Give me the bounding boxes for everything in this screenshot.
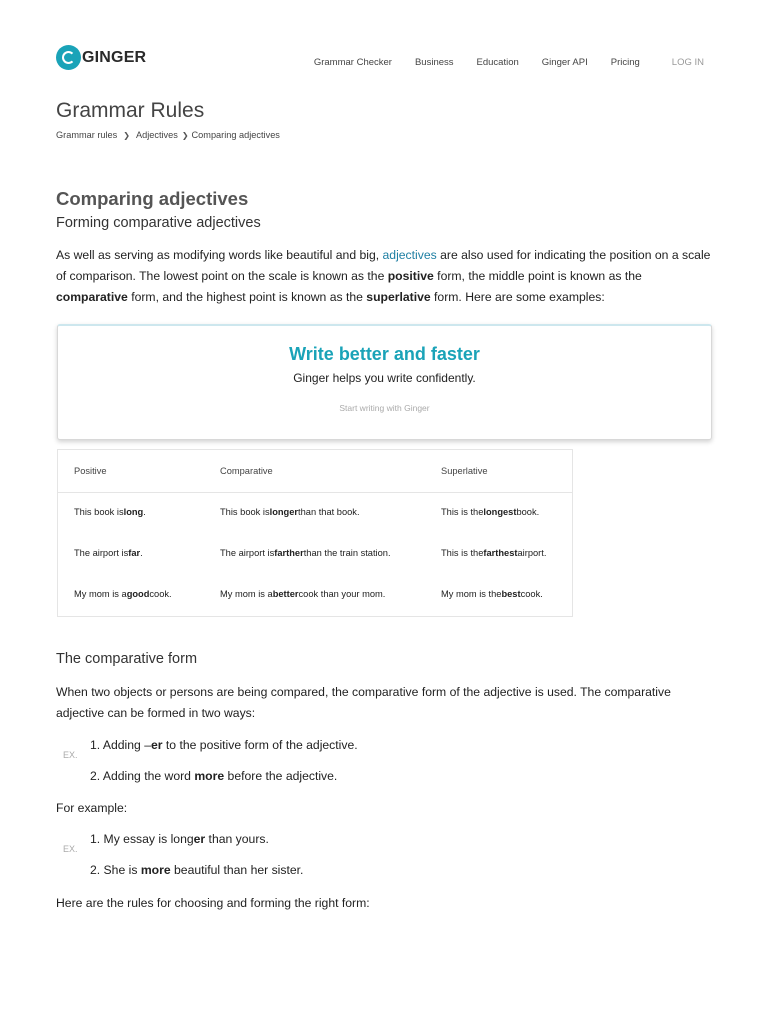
cell-text: cook than your mom.: [298, 589, 386, 599]
intro-text: form, the middle point is known as the: [433, 269, 642, 283]
examples-block: [56, 829, 716, 885]
cell-text: My mom is the: [441, 589, 502, 599]
nav-pricing[interactable]: Pricing: [610, 57, 640, 68]
table-header: Positive: [74, 466, 107, 476]
article-title: Comparing adjectives: [56, 188, 249, 209]
item-text: 1. My essay is long: [90, 832, 194, 846]
item-text: to the positive form of the adjective.: [162, 738, 358, 752]
intro-text: form. Here are some examples:: [430, 290, 605, 304]
item-bold: er: [193, 832, 206, 846]
cell-text: airport.: [517, 548, 547, 558]
cell-text: My mom is a: [74, 589, 127, 599]
rules-intro-text: Here are the rules for choosing and forming the right form:: [56, 896, 370, 910]
comparative-paragraph: When two objects or persons are being compared, the comparative form of the adjective is used. The comparative adjective can be formed in two ways:: [56, 685, 671, 720]
cell-bold: longest: [483, 507, 517, 517]
intro-paragraph: [56, 245, 716, 308]
item-bold: er: [151, 738, 163, 752]
article-subtitle: Forming comparative adjectives: [56, 215, 261, 231]
cell-bold: long: [123, 507, 144, 517]
promo-subtitle: Ginger helps you write confidently.: [293, 371, 476, 385]
nav-ginger-api[interactable]: Ginger API: [541, 57, 588, 68]
table-cell: [220, 533, 391, 573]
main-nav: [291, 57, 704, 68]
list-item: [90, 769, 337, 783]
breadcrumb-adjectives[interactable]: Adjectives: [135, 130, 178, 140]
for-example-text: For example:: [56, 801, 128, 815]
cell-bold: farthest: [483, 548, 518, 558]
comparison-table: [57, 449, 573, 617]
start-writing-link[interactable]: Start writing with Ginger: [339, 403, 430, 413]
intro-text: As well as serving as modifying words like beautiful and big,: [56, 248, 383, 262]
cell-text: than the train station.: [303, 548, 391, 558]
site-header: [0, 0, 768, 100]
table-cell: [220, 574, 385, 614]
cell-bold: far: [128, 548, 141, 558]
table-cell: [74, 492, 146, 532]
list-item: [90, 738, 358, 752]
cell-text: The airport is: [220, 548, 275, 558]
nav-education[interactable]: Education: [476, 57, 519, 68]
cell-text: This book is: [74, 507, 124, 517]
item-text: than yours.: [205, 832, 269, 846]
table-cell: [441, 533, 546, 573]
table-cell: [220, 492, 360, 532]
cell-text: My mom is a: [220, 589, 273, 599]
cell-bold: farther: [274, 548, 304, 558]
intro-bold: comparative: [56, 290, 128, 304]
ginger-logo-icon: [56, 45, 81, 70]
table-cell: [441, 574, 543, 614]
page-title: Grammar Rules: [56, 99, 205, 122]
cell-text: than that book.: [298, 507, 360, 517]
list-item: [90, 863, 303, 877]
cell-text: .: [143, 507, 146, 517]
table-header: Comparative: [220, 466, 273, 476]
ex-label: EX.: [63, 750, 78, 760]
cell-text: The airport is: [74, 548, 129, 558]
table-row: [58, 492, 572, 532]
item-text: 1. Adding –: [90, 738, 151, 752]
cell-text: .: [140, 548, 143, 558]
breadcrumb: [56, 130, 280, 140]
intro-text: form, and the highest point is known as the: [127, 290, 367, 304]
cell-text: book.: [516, 507, 540, 517]
breadcrumb-current: Comparing adjectives: [191, 130, 280, 140]
intro-bold: superlative: [366, 290, 431, 304]
table-row: [58, 574, 572, 614]
cell-bold: better: [272, 589, 299, 599]
chevron-right-icon: ❯: [181, 130, 189, 140]
cell-text: This is the: [441, 548, 484, 558]
table-cell: [74, 574, 172, 614]
chevron-right-icon: ❯: [123, 130, 130, 140]
promo-card[interactable]: [57, 324, 712, 440]
cell-text: This book is: [220, 507, 270, 517]
cell-text: This is the: [441, 507, 484, 517]
cell-text: cook.: [520, 589, 543, 599]
table-header: Superlative: [441, 466, 488, 476]
login-link[interactable]: LOG IN: [671, 57, 704, 68]
item-text: beautiful than her sister.: [170, 863, 304, 877]
logo-text: GINGER: [82, 48, 147, 66]
table-cell: [441, 492, 539, 532]
cell-bold: good: [126, 589, 150, 599]
cell-text: cook.: [149, 589, 172, 599]
cell-bold: longer: [269, 507, 299, 517]
intro-text: are also used for indicating the position on a scale of comparison. The lowest point on the scale is known as the: [56, 248, 711, 283]
intro-bold: positive: [387, 269, 434, 283]
breadcrumb-grammar-rules[interactable]: Grammar rules: [56, 130, 118, 140]
item-bold: more: [194, 769, 225, 783]
ways-example-block: [56, 735, 716, 791]
promo-title: Write better and faster: [289, 344, 480, 364]
ex-label: EX.: [63, 844, 78, 854]
list-item: [90, 832, 269, 846]
comparative-form-title: The comparative form: [56, 651, 198, 667]
nav-grammar-checker[interactable]: Grammar Checker: [313, 57, 392, 68]
nav-business[interactable]: Business: [414, 57, 454, 68]
item-bold: more: [140, 863, 171, 877]
table-header-row: [58, 450, 572, 493]
cell-bold: best: [501, 589, 521, 599]
item-text: before the adjective.: [224, 769, 338, 783]
ginger-logo[interactable]: [56, 45, 146, 70]
table-cell: [74, 533, 143, 573]
item-text: 2. She is: [90, 863, 141, 877]
adjectives-link[interactable]: adjectives: [382, 248, 437, 262]
table-row: [58, 533, 572, 573]
item-text: 2. Adding the word: [90, 769, 195, 783]
